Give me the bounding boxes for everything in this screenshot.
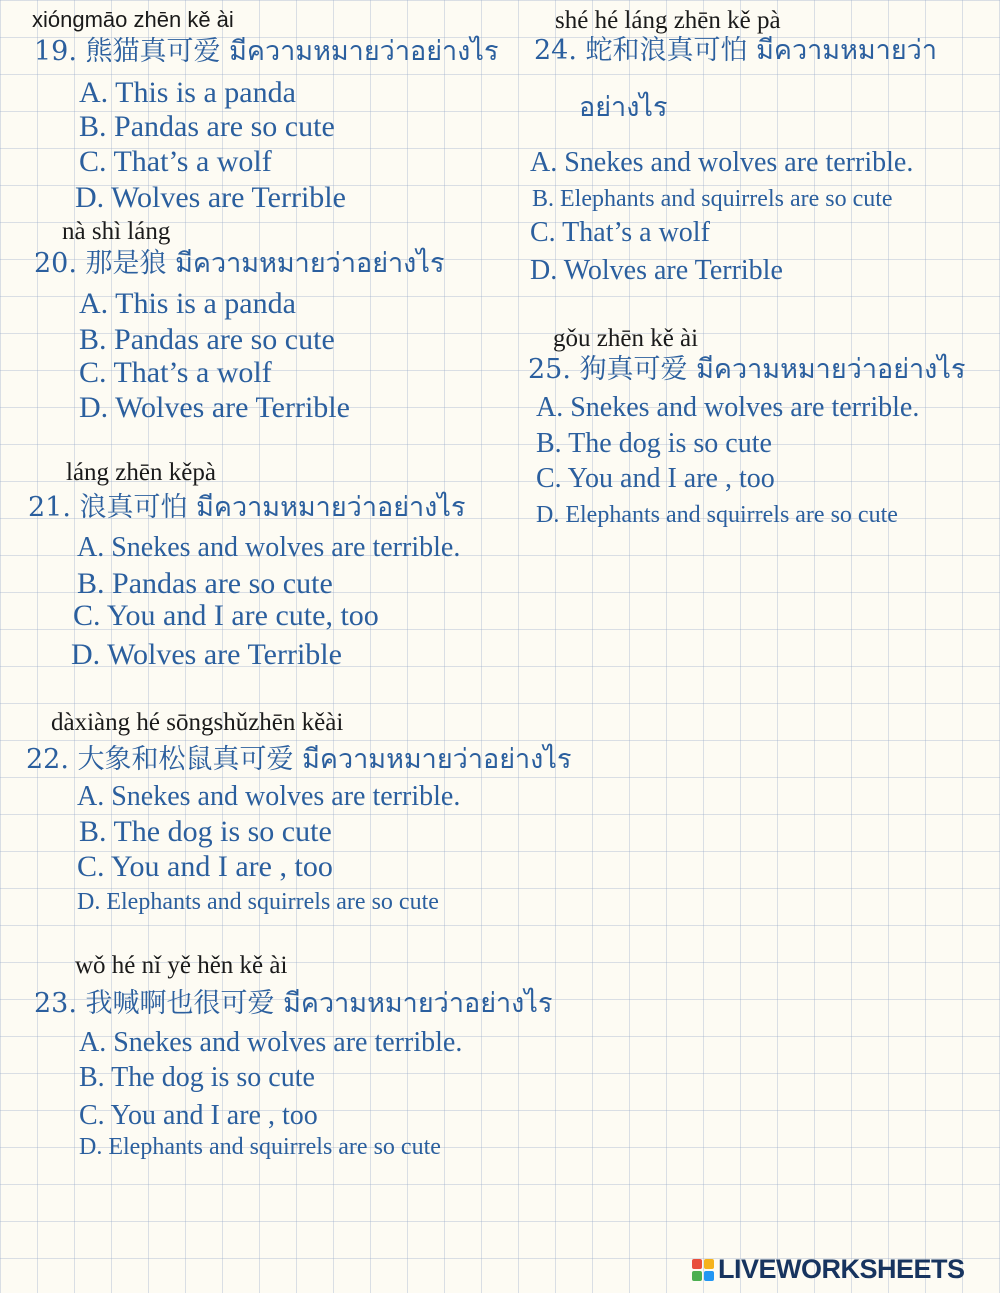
option-23-a[interactable]: A. Snekes and wolves are terrible.	[79, 1027, 463, 1058]
option-22-a[interactable]: A. Snekes and wolves are terrible.	[77, 781, 461, 812]
option-22-d[interactable]: D. Elephants and squirrels are so cute	[77, 889, 439, 915]
question-20: 20. 那是狼 มีความหมายว่าอย่างไร	[34, 248, 445, 279]
option-19-c[interactable]: C. That’s a wolf	[79, 145, 272, 178]
option-21-c[interactable]: C. You and I are cute, too	[73, 599, 379, 632]
pinyin-25: gǒu zhēn kě ài	[553, 325, 699, 352]
option-25-d[interactable]: D. Elephants and squirrels are so cute	[536, 502, 898, 528]
liveworksheets-logo-text: LIVEWORKSHEETS	[718, 1254, 965, 1284]
option-20-c[interactable]: C. That’s a wolf	[79, 356, 272, 389]
question-19: 19. 熊猫真可爱 มีความหมายว่าอย่างไร	[34, 36, 499, 67]
question-21: 21. 浪真可怕 มีความหมายว่าอย่างไร	[28, 492, 466, 523]
pinyin-24: shé hé láng zhēn kě pà	[555, 7, 781, 34]
option-19-d[interactable]: D. Wolves are Terrible	[75, 181, 346, 214]
option-19-b[interactable]: B. Pandas are so cute	[79, 110, 335, 143]
option-21-d[interactable]: D. Wolves are Terrible	[71, 638, 342, 671]
logo-square-red	[692, 1259, 702, 1269]
option-19-a[interactable]: A. This is a panda	[79, 76, 296, 109]
option-20-b[interactable]: B. Pandas are so cute	[79, 323, 335, 356]
option-25-c[interactable]: C. You and I are , too	[536, 463, 775, 494]
option-22-c[interactable]: C. You and I are , too	[77, 850, 333, 883]
pinyin-20: nà shì láng	[62, 218, 171, 245]
pinyin-19: xióngmāo zhēn kě ài	[32, 7, 234, 32]
option-24-c[interactable]: C. That’s a wolf	[530, 217, 710, 248]
option-24-a[interactable]: A. Snekes and wolves are terrible.	[530, 147, 914, 178]
question-25: 25. 狗真可爱 มีความหมายว่าอย่างไร	[528, 354, 966, 385]
question-24: 24. 蛇和浪真可怕 มีความหมายว่า	[534, 35, 937, 66]
question-23: 23. 我喊啊也很可爱 มีความหมายว่าอย่างไร	[34, 988, 553, 1019]
option-25-a[interactable]: A. Snekes and wolves are terrible.	[536, 392, 920, 423]
logo-square-green	[692, 1271, 702, 1281]
pinyin-23: wǒ hé nǐ yě hěn kě ài	[75, 952, 288, 979]
option-20-a[interactable]: A. This is a panda	[79, 287, 296, 320]
option-22-b[interactable]: B. The dog is so cute	[79, 815, 332, 848]
liveworksheets-logo	[692, 1254, 965, 1285]
question-24-continued: อย่างไร	[579, 92, 668, 123]
option-23-b[interactable]: B. The dog is so cute	[79, 1062, 315, 1093]
option-24-d[interactable]: D. Wolves are Terrible	[530, 255, 783, 286]
option-21-b[interactable]: B. Pandas are so cute	[77, 567, 333, 600]
pinyin-22: dàxiàng hé sōngshǔzhēn kěài	[51, 709, 344, 736]
option-20-d[interactable]: D. Wolves are Terrible	[79, 391, 350, 424]
question-22: 22. 大象和松鼠真可爱 มีความหมายว่าอย่างไร	[26, 744, 572, 775]
logo-square-yellow	[704, 1259, 714, 1269]
option-23-c[interactable]: C. You and I are , too	[79, 1100, 318, 1131]
logo-square-blue	[704, 1271, 714, 1281]
option-24-b[interactable]: B. Elephants and squirrels are so cute	[532, 186, 893, 212]
option-25-b[interactable]: B. The dog is so cute	[536, 428, 772, 459]
option-21-a[interactable]: A. Snekes and wolves are terrible.	[77, 532, 461, 563]
pinyin-21: láng zhēn kěpà	[66, 459, 216, 486]
option-23-d[interactable]: D. Elephants and squirrels are so cute	[79, 1134, 441, 1160]
liveworksheets-logo-icon	[692, 1259, 714, 1281]
